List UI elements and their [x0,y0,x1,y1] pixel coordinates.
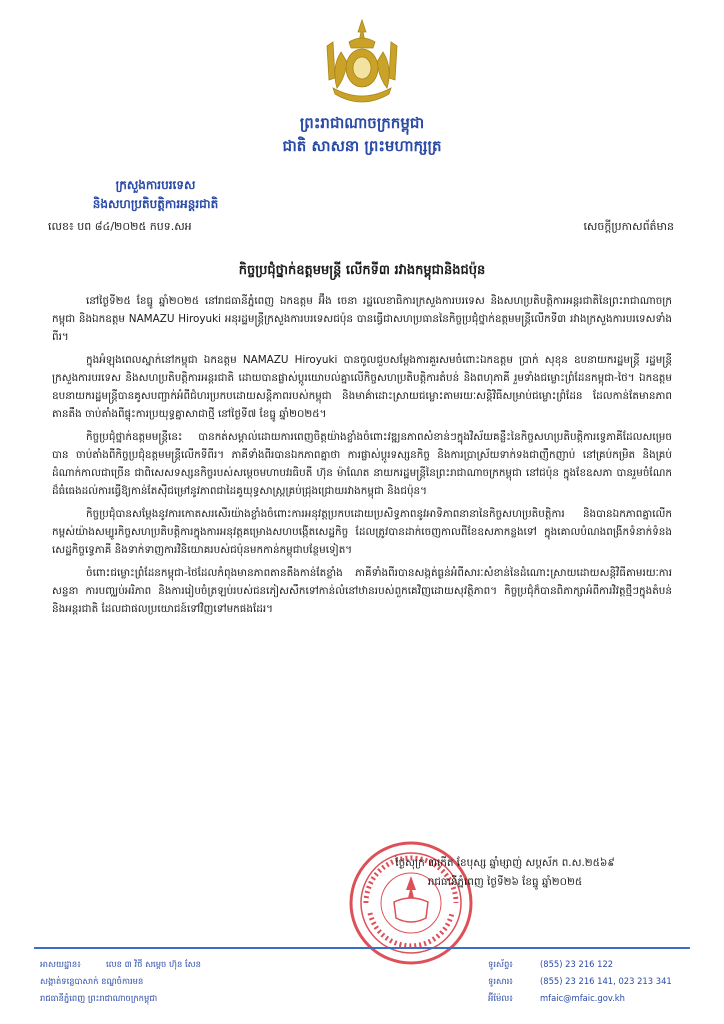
paragraph: នៅថ្ងៃទី២៥ ខែធ្នូ ឆ្នាំ២០២៥ នៅរាជធានីភ្នំពេញ ឯកឧត្តម អ៊ឹង ចេនា រដ្ឋលេខាធិការក្រសួងការបរទេស និងសហប្រតិបត្តិការអន្តរជាតិនៃព្រះរាជាណាចក្រកម្ពុជា និងឯកឧត្តម NAMAZU Hiroyuki អនុរដ្ឋមន្ត្រីក្រសួងការបរទេសជប៉ុន បានធ្វើជាសហប្រធាននៃកិច្ចប្រជុំថ្នាក់ឧត្តមមន្ត្រីលើកទី៣ រវាងក្រសួងការបរទេសទាំងពីរ។ [52,295,672,343]
kingdom-name: ព្រះរាជាណាចក្រកម្ពុជា [299,114,425,132]
lunar-date: ថ្ងៃសុក្រ ៣កើត ខែបុស្ស ឆ្នាំម្សាញ់ សប្តស័ក ព.ស.២៥៦៩ [395,857,615,869]
email-link[interactable]: mfaic@mfaic.gov.kh [540,993,625,1003]
paragraph: ចំពោះជម្លោះព្រំដែនកម្ពុជា-ថៃដែលកំពុងមានភាពតានតឹងកាន់តែខ្លាំង ភាគីទាំងពីរបានសង្កត់ធ្ងន់អំពីសារៈសំខាន់នៃដំណោះស្រាយដោយសន្តិវិធីតាមរយៈការសន្ទនា ការបញ្ឈប់អរិភាព និងការរៀបចំត្រឡប់របស់ជនភៀសសឹកទៅកាន់លំនៅឋានរបស់ពួកគេវិញដោយសុវត្ថិភាព។ កិច្ចប្រជុំក៏បានពិភាក្សាអំពីការវិវត្តថ្មីៗក្នុងតំបន់ និងអន្តរជាតិ ដែលជាផលប្រយោជន៍ទៅវិញទៅមកផងដែរ។ [52,567,672,615]
place-and-date: រាជធានីភ្នំពេញ ថ្ងៃទី២៦ ខែធ្នូ ឆ្នាំ២០២៥ [427,876,583,888]
document-body [52,292,672,623]
closing-date-block [340,854,670,892]
ministry-name-line2: និងសហប្រតិបត្តិការអន្តរជាតិ [92,197,219,211]
footer-divider [34,947,690,949]
address-value: លេខ ៣ វិថី សម្តេច ហ៊ុន សែន [106,959,201,969]
footer-contacts [488,956,672,1007]
footer-address [40,956,201,1007]
royal-emblem-icon [319,18,405,112]
address-line2: សង្កាត់ទន្លេបាសាក់ ខណ្ឌចំការមន [40,976,144,986]
reference-number: លេខ៖ បព ៨៤/២០២៥ កបទ.សអ [48,220,192,233]
ministry-name: ក្រសួងការបរទេស [115,178,196,192]
address-line3: រាជធានីភ្នំពេញ ព្រះរាជាណាចក្រកម្ពុជា [40,993,158,1003]
document-type: សេចក្តីប្រកាសព័ត៌មាន [583,220,674,233]
document-title: កិច្ចប្រជុំថ្នាក់ឧត្តមមន្ត្រី លើកទី៣ រវាងកម្ពុជានិងជប៉ុន [238,263,486,278]
phone-label: ទូរស័ព្ទ៖ [488,959,513,969]
paragraph: ក្នុងអំឡុងពេលស្នាក់នៅកម្ពុជា ឯកឧត្តម NAMAZU Hiroyuki បានចូលជួបសម្តែងការគួរសមចំពោះឯកឧត្តម ប្រាក់ សុខុន ឧបនាយករដ្ឋមន្ត្រី រដ្ឋមន្ត្រីក្រសួងការបរទេស និងសហប្រតិបត្តិការអន្តរជាតិ ដោយបានផ្លាស់ប្តូរយោបល់គ្នាលើកិច្ចសហប្រតិបត្តិការតំបន់ និងពហុភាគី រួមទាំងជម្លោះព្រំដែនកម្ពុជា-ថៃ។ ឯកឧត្តមឧបនាយករដ្ឋមន្ត្រីបានគូសបញ្ជាក់អំពីជំហរប្រកបដោយសន្តិភាពរបស់កម្ពុជា និងមាគ៌ាដោះស្រាយជម្លោះតាមរយៈសន្តិវិធីសម្រាប់ជម្លោះព្រំដែន ដែលកាន់តែមានភាពតានតឹង ចាប់តាំងពីផ្ទុះការប្រយុទ្ធគ្នាសាជាថ្មី នៅថ្ងៃទី៧ ខែធ្នូ ឆ្នាំ២០២៥។ [52,354,672,420]
paragraph: កិច្ចប្រជុំបានសម្តែងនូវការកោតសរសើរយ៉ាងខ្លាំងចំពោះការអនុវត្តប្រកបដោយប្រសិទ្ធភាពនូវអាទិភាពនានានៃកិច្ចសហប្រតិបត្តិការ និងបានឯកភាពគ្នាលើកកម្ពស់យ៉ាងសម្បូរកិច្ចសហប្រតិបត្តិការក្នុងការអនុវត្តគម្រោងសហបង្កើតសេដ្ឋកិច្ច ដែលត្រូវបានដាក់ចេញកាលពីខែឧសភាកន្លងទៅ ក្នុងគោលបំណងពង្រីកទំនាក់ទំនងសេដ្ឋកិច្ចទ្វេភាគី និងទាក់ទាញការវិនិយោគរបស់ជប៉ុនមកកាន់កម្ពុជាបន្ថែមទៀត។ [52,508,672,556]
address-label: អាសយដ្ឋាន៖ [40,959,81,969]
paragraph: កិច្ចប្រជុំថ្នាក់ឧត្តមមន្ត្រីនេះ បានកត់សម្គាល់ដោយការពេញចិត្តយ៉ាងខ្លាំងចំពោះវឌ្ឍនភាពសំខាន់ៗក្នុងវិស័យគន្លឹះនៃកិច្ចសហប្រតិបត្តិការទ្វេភាគីដែលសម្រេចបាន ចាប់តាំងពីកិច្ចប្រជុំឧត្តមមន្ត្រីលើកទីពីរ។ ភាគីទាំងពីរបានឯកភាពគ្នាថា ការផ្លាស់ប្តូរទស្សនកិច្ច និងការប្រាស្រ័យទាក់ទងជាញឹកញាប់ នៅគ្រប់កម្រិត និងគ្រប់ដំណាក់កាលជាច្រើន ជាពិសេសទស្សនកិច្ចរបស់សម្តេចមហាបវរធិបតី ហ៊ុន ម៉ាណែត នាយករដ្ឋមន្ត្រីនៃព្រះរាជាណាចក្រកម្ពុជា នៅជប៉ុន ក្នុងខែឧសភា បានរួមចំណែកដ៏ធំធេងដល់ការធ្វើឱ្យកាន់តែស៊ីជម្រៅនូវភាពជាដៃគូយុទ្ធសាស្ត្រគ្រប់ជ្រុងជ្រោយរវាងកម្ពុជា និងជប៉ុន។ [52,431,672,497]
fax-label: ទូរសារ៖ [488,976,513,986]
national-motto: ជាតិ សាសនា ព្រះមហាក្សត្រ [282,137,442,155]
fax-value: (855) 23 216 141, 023 213 341 [540,976,672,986]
phone-value: (855) 23 216 122 [540,959,614,969]
email-label: អ៊ីម៉ែល៖ [488,993,513,1003]
